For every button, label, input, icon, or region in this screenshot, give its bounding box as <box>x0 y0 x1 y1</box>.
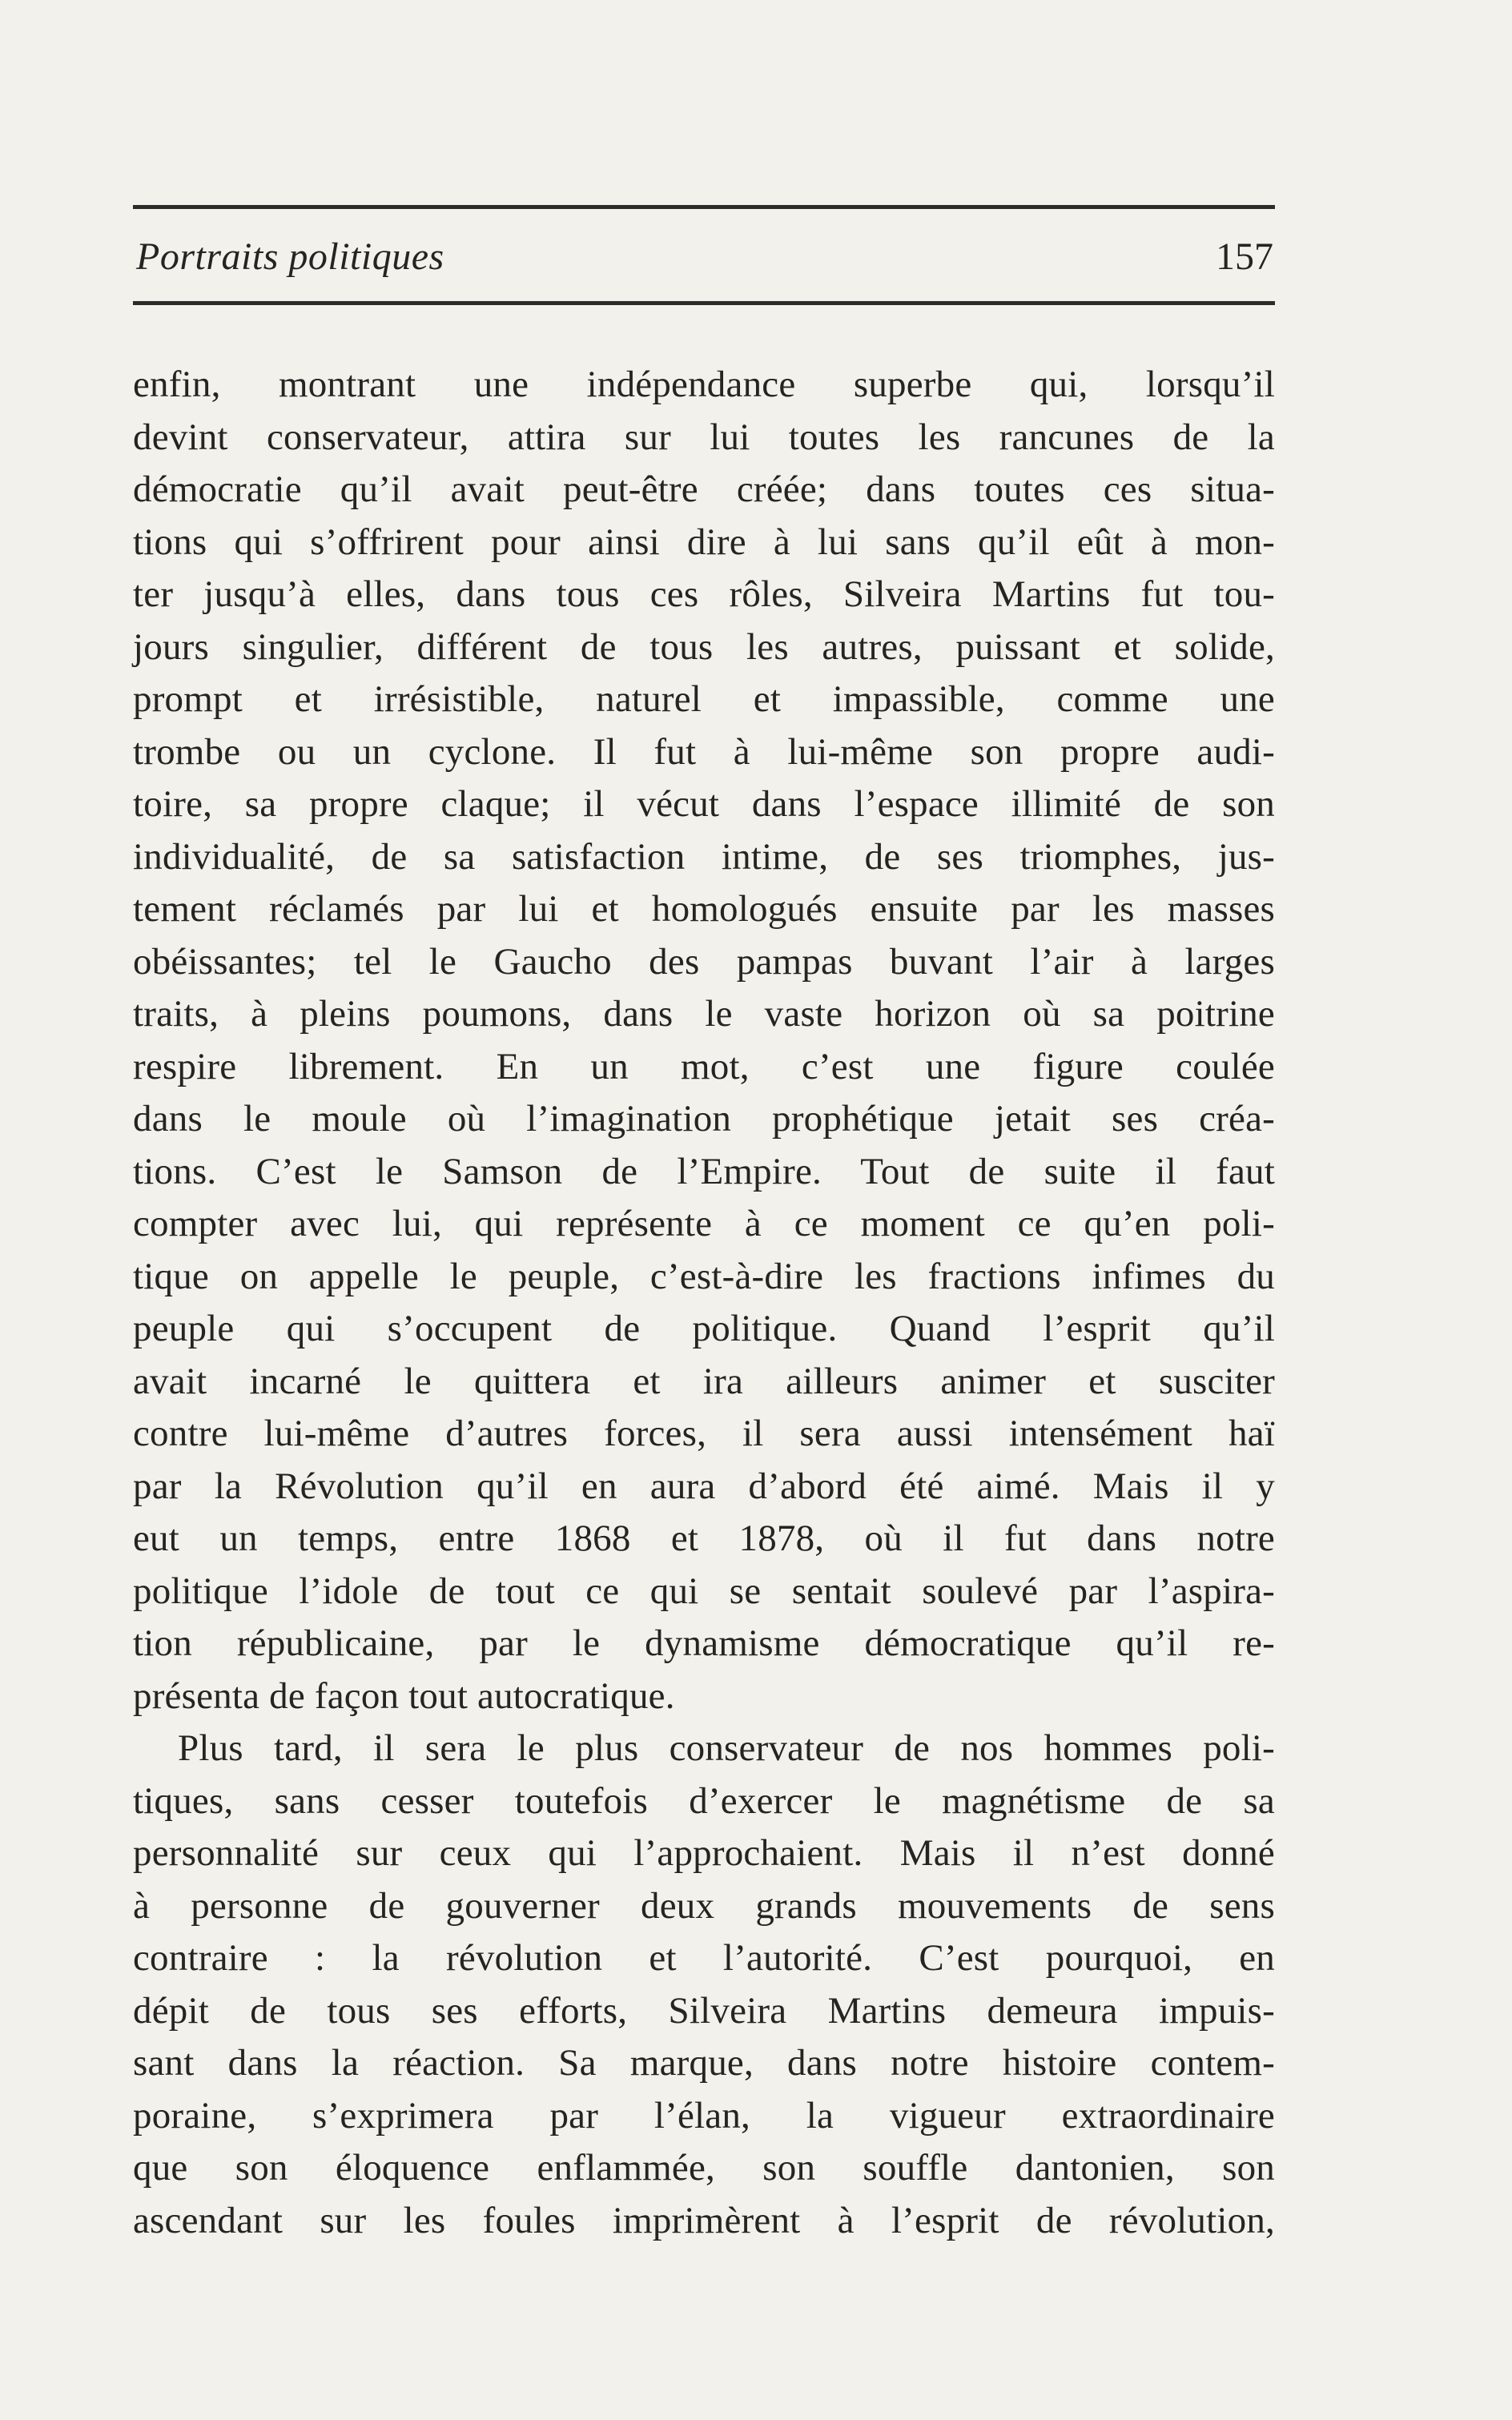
text-line: devint conservateur, attira sur lui toutes les rancunes de la <box>133 416 1275 458</box>
text-line: tement réclamés par lui et homologués ensuite par les masses <box>133 888 1275 930</box>
text-line: politique l’idole de tout ce qui se sentait soulevé par l’aspira- <box>133 1570 1275 1612</box>
text-line: ter jusqu’à elles, dans tous ces rôles, Silveira Martins fut tou- <box>133 573 1275 615</box>
text-line: dépit de tous ses efforts, Silveira Martins demeura impuis- <box>133 1989 1275 2032</box>
text-line: tiques, sans cesser toutefois d’exercer le magnétisme de sa <box>133 1779 1275 1822</box>
text-line: individualité, de sa satisfaction intime, de ses triomphes, jus- <box>133 835 1275 878</box>
text-line: ascendant sur les foules imprimèrent à l’esprit de révolution, <box>133 2199 1275 2241</box>
text-line: Plus tard, il sera le plus conservateur de nos hommes poli- <box>178 1727 1275 1769</box>
text-line: avait incarné le quittera et ira ailleurs animer et susciter <box>133 1360 1275 1402</box>
text-line: peuple qui s’occupent de politique. Quand l’esprit qu’il <box>133 1308 1275 1349</box>
text-line: dans le moule où l’imagination prophétique jetait ses créa- <box>133 1098 1275 1140</box>
text-line: tions qui s’offrirent pour ainsi dire à lui sans qu’il eût à mon- <box>133 521 1275 563</box>
text-line: obéissantes; tel le Gaucho des pampas buvant l’air à larges <box>133 940 1275 983</box>
running-title: Portraits politiques <box>136 235 444 278</box>
text-line: par la Révolution qu’il en aura d’abord été aimé. Mais il y <box>133 1465 1275 1507</box>
text-line: sant dans la réaction. Sa marque, dans notre histoire contem- <box>133 2042 1275 2084</box>
text-line: jours singulier, différent de tous les autres, puissant et solide, <box>133 625 1275 668</box>
text-line: toire, sa propre claque; il vécut dans l’espace illimité de son <box>133 783 1275 825</box>
body-text <box>133 359 1275 2247</box>
text-line: tique on appelle le peuple, c’est-à-dire les fractions infimes du <box>133 1255 1275 1297</box>
text-line: personnalité sur ceux qui l’approchaient. Mais il n’est donné <box>133 1832 1275 1874</box>
text-line: traits, à pleins poumons, dans le vaste horizon où sa poitrine <box>133 993 1275 1035</box>
header-bottom-rule <box>133 301 1275 305</box>
text-line: démocratie qu’il avait peut-être créée; dans toutes ces situa- <box>133 468 1275 510</box>
header-top-rule <box>133 205 1275 209</box>
text-line: tion républicaine, par le dynamisme démocratique qu’il re- <box>133 1622 1275 1664</box>
text-line: à personne de gouverner deux grands mouvements de sens <box>133 1884 1275 1927</box>
text-line: contraire : la révolution et l’autorité. C’est pourquoi, en <box>133 1937 1275 1979</box>
text-line: contre lui-même d’autres forces, il sera aussi intensément haï <box>133 1413 1275 1454</box>
text-line: eut un temps, entre 1868 et 1878, où il fut dans notre <box>133 1518 1275 1559</box>
text-line: prompt et irrésistible, naturel et impassible, comme une <box>133 678 1275 720</box>
text-line: respire librement. En un mot, c’est une figure coulée <box>133 1045 1275 1087</box>
text-line: présenta de façon tout autocratique. <box>133 1674 675 1717</box>
text-line: trombe ou un cyclone. Il fut à lui-même son propre audi- <box>133 730 1275 773</box>
text-line: compter avec lui, qui représente à ce moment ce qu’en poli- <box>133 1203 1275 1244</box>
text-line: enfin, montrant une indépendance superbe qui, lorsqu’il <box>133 364 1275 405</box>
text-line: tions. C’est le Samson de l’Empire. Tout de suite il faut <box>133 1150 1275 1192</box>
page-number: 157 <box>1216 235 1273 278</box>
text-line: poraine, s’exprimera par l’élan, la vigueur extraordinaire <box>133 2094 1275 2137</box>
book-page <box>133 205 1275 2367</box>
text-line: que son éloquence enflammée, son souffle dantonien, son <box>133 2147 1275 2189</box>
running-head <box>133 229 1275 285</box>
